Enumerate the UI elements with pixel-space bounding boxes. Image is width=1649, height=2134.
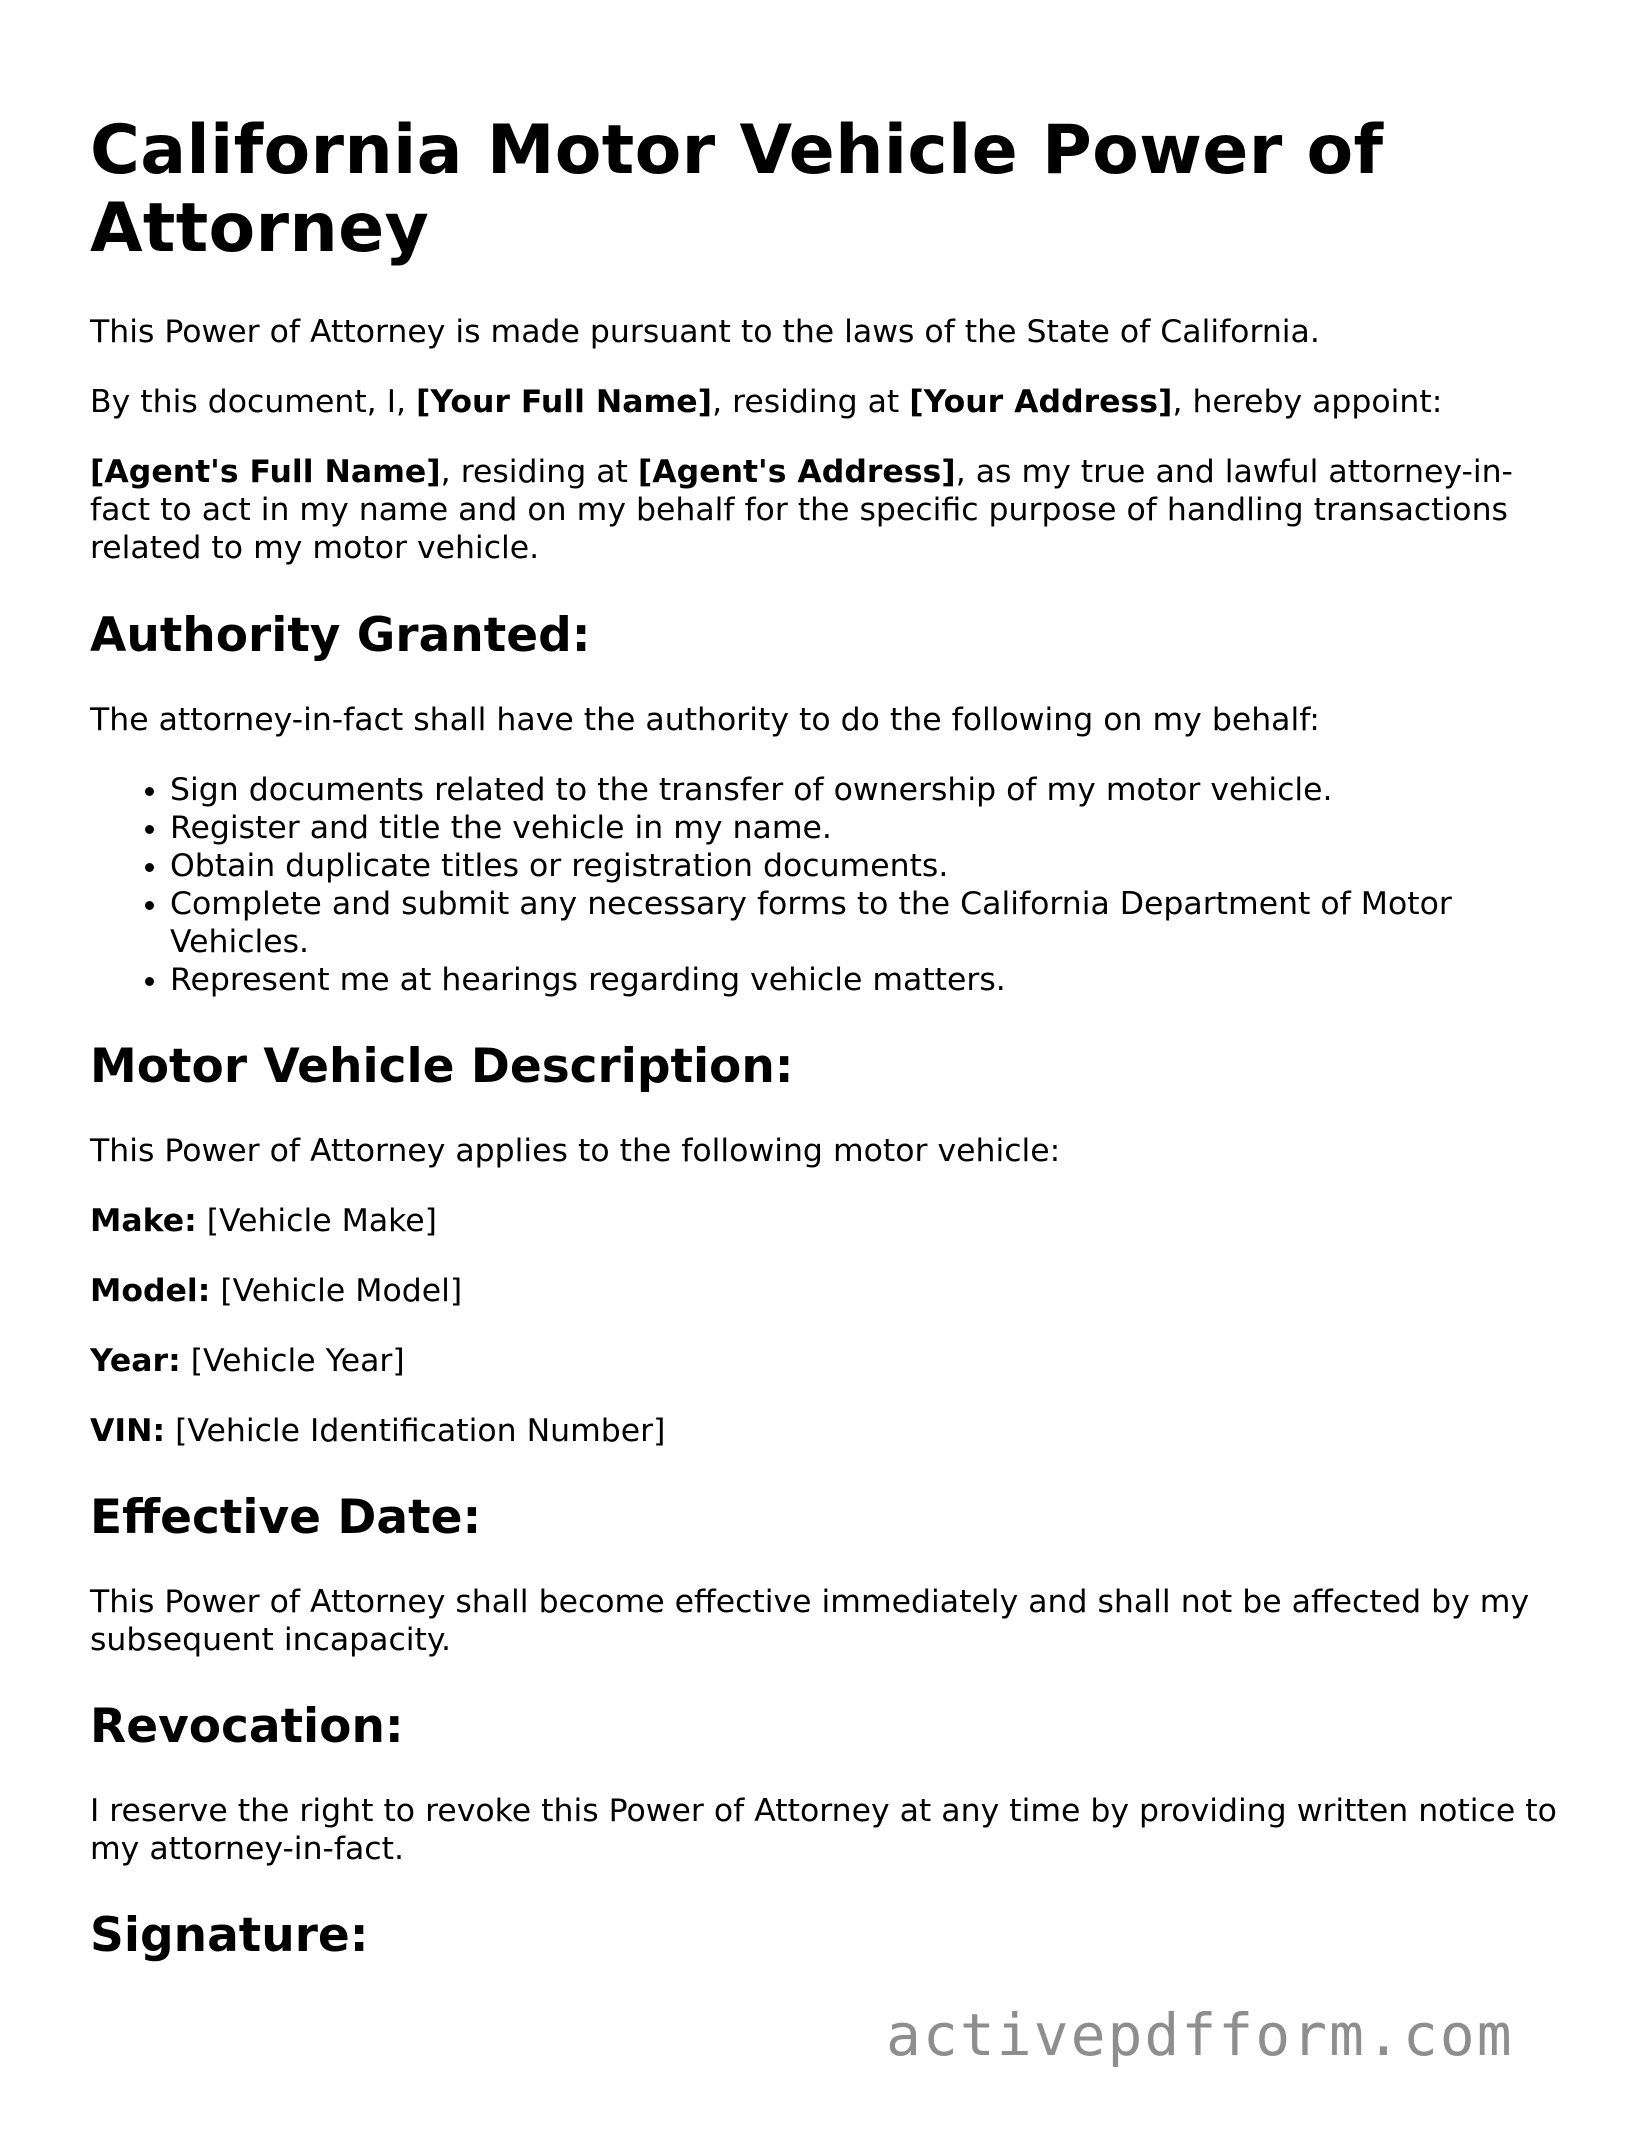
principal-name: [Your Full Name]	[416, 384, 713, 420]
field-value: [Vehicle Make]	[206, 1203, 437, 1239]
principal-prefix: By this document, I,	[90, 384, 407, 420]
vehicle-model	[90, 1272, 1560, 1310]
principal-mid: , residing at	[712, 384, 900, 420]
list-item: • Sign documents related to the transfer of ownership of my motor vehicle.	[170, 771, 1560, 809]
field-value: [Vehicle Identification Number]	[175, 1413, 666, 1449]
list-item: • Represent me at hearings regarding vehicle matters.	[170, 961, 1560, 999]
watermark: activepdfform.com	[886, 2001, 1514, 2069]
list-item: • Register and title the vehicle in my name.	[170, 809, 1560, 847]
effective-text: This Power of Attorney shall become effective immediately and shall not be affected by my subsequent incapacity.	[90, 1584, 1530, 1658]
vehicle-vin	[90, 1412, 1560, 1450]
agent-paragraph	[90, 453, 1560, 567]
agent-suffix: , as my true and lawful attorney-in-fact to act in my name and on my behalf for the specific purpose of handling transactions related to my motor vehicle.	[90, 454, 1513, 566]
document-title: California Motor Vehicle Power of Attorney	[90, 111, 1384, 268]
field-label: Make:	[90, 1203, 197, 1239]
field-label: Year:	[90, 1343, 181, 1379]
document-page	[90, 112, 1560, 1964]
signature-heading: Signature:	[90, 1908, 369, 1963]
principal-address: [Your Address]	[909, 384, 1173, 420]
list-item: • Complete and submit any necessary forms to the California Department of Motor Vehicles.	[170, 885, 1560, 961]
vehicle-intro: This Power of Attorney applies to the following motor vehicle:	[90, 1133, 1061, 1169]
agent-name: [Agent's Full Name]	[90, 454, 441, 490]
effective-heading: Effective Date:	[90, 1490, 482, 1545]
authority-intro: The attorney-in-fact shall have the authority to do the following on my behalf:	[90, 702, 1320, 738]
authority-heading: Authority Granted:	[90, 608, 591, 663]
intro-paragraph: This Power of Attorney is made pursuant to the laws of the State of California.	[90, 314, 1320, 350]
agent-address: [Agent's Address]	[637, 454, 956, 490]
revocation-text: I reserve the right to revoke this Power of Attorney at any time by providing written notice to my attorney-in-fact.	[90, 1793, 1557, 1867]
vehicle-year	[90, 1342, 1560, 1380]
field-label: Model:	[90, 1273, 211, 1309]
agent-mid: , residing at	[440, 454, 628, 490]
field-value: [Vehicle Year]	[190, 1343, 405, 1379]
revocation-heading: Revocation:	[90, 1699, 404, 1754]
vehicle-make	[90, 1202, 1560, 1240]
vehicle-heading: Motor Vehicle Description:	[90, 1039, 794, 1094]
authority-list	[90, 771, 1560, 999]
principal-suffix: , hereby appoint:	[1172, 384, 1443, 420]
field-value: [Vehicle Model]	[220, 1273, 463, 1309]
field-label: VIN:	[90, 1413, 166, 1449]
principal-paragraph	[90, 383, 1560, 421]
list-item: • Obtain duplicate titles or registration documents.	[170, 847, 1560, 885]
